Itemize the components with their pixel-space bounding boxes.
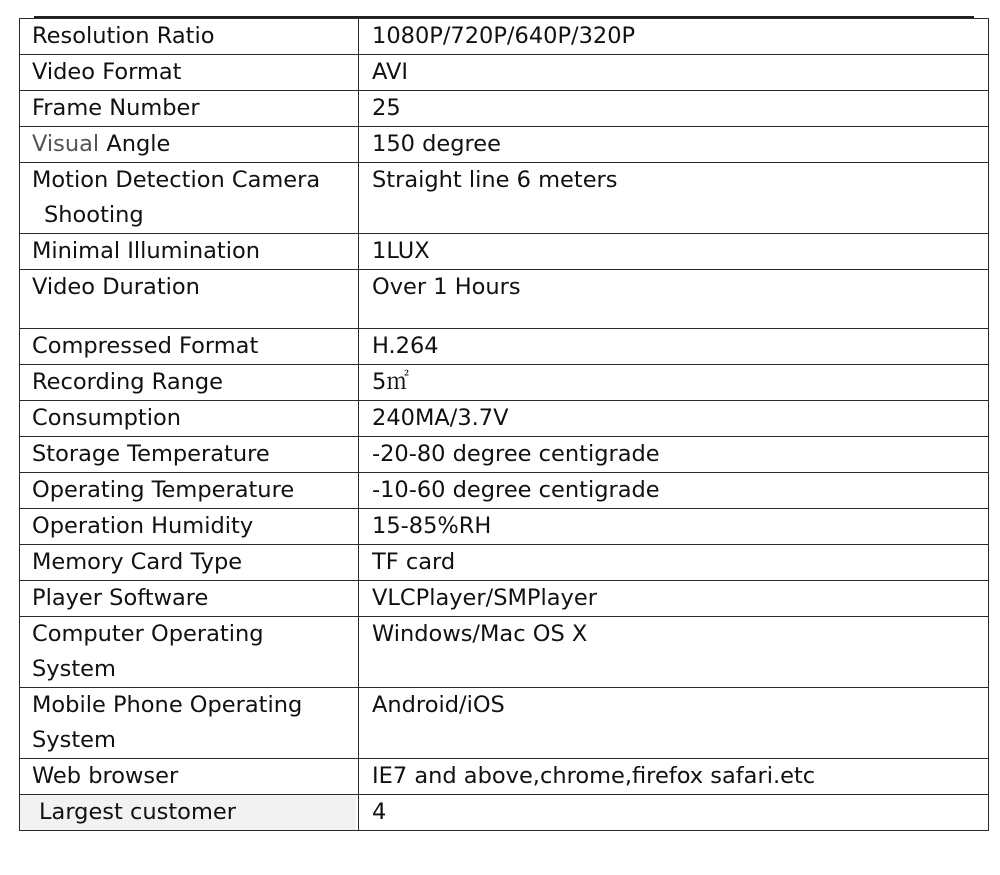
spec-label-line1: Computer Operating	[32, 621, 264, 647]
table-row	[20, 127, 989, 163]
table-row	[20, 55, 989, 91]
table-row	[20, 473, 989, 509]
table-row	[20, 270, 989, 329]
spec-value: 4	[359, 795, 989, 831]
spec-label: Compressed Format	[20, 329, 359, 365]
table-row	[20, 688, 989, 759]
spec-label-rest: Angle	[99, 131, 171, 157]
table-row	[20, 19, 989, 55]
spec-label: Storage Temperature	[20, 437, 359, 473]
spec-value: 5㎡	[359, 365, 989, 401]
spec-label	[20, 127, 359, 163]
table-row	[20, 234, 989, 270]
spec-value: 15-85%RH	[359, 509, 989, 545]
spec-label-muted-part: Visual	[32, 131, 100, 157]
spec-label-line2: Shooting	[44, 202, 144, 228]
spec-value: 1080P/720P/640P/320P	[359, 19, 989, 55]
table-row	[20, 545, 989, 581]
spec-label: Frame Number	[20, 91, 359, 127]
spec-label: Memory Card Type	[20, 545, 359, 581]
spec-label	[20, 617, 359, 688]
spec-label-line2: System	[32, 656, 116, 682]
table-row	[20, 509, 989, 545]
spec-label	[20, 688, 359, 759]
spec-label-line2: System	[32, 727, 116, 753]
spec-label: Recording Range	[20, 365, 359, 401]
spec-table	[19, 18, 989, 831]
table-row	[20, 401, 989, 437]
spec-label: Consumption	[20, 401, 359, 437]
spec-value: -10-60 degree centigrade	[359, 473, 989, 509]
spec-value: H.264	[359, 329, 989, 365]
spec-label: Operation Humidity	[20, 509, 359, 545]
spec-value: Over 1 Hours	[359, 270, 989, 329]
spec-label: Largest customer	[20, 795, 356, 830]
table-row	[20, 329, 989, 365]
spec-label	[20, 163, 359, 234]
table-row	[20, 365, 989, 401]
table-row	[20, 795, 989, 831]
table-row	[20, 437, 989, 473]
spec-label: Video Format	[20, 55, 359, 91]
spec-value: 25	[359, 91, 989, 127]
table-row	[20, 617, 989, 688]
spec-value: IE7 and above,chrome,firefox safari.etc	[359, 759, 989, 795]
spec-label: Operating Temperature	[20, 473, 359, 509]
spec-value: 150 degree	[359, 127, 989, 163]
spec-value: 1LUX	[359, 234, 989, 270]
spec-label: Minimal Illumination	[20, 234, 359, 270]
spec-label: Player Software	[20, 581, 359, 617]
spec-label-line1: Motion Detection Camera	[32, 167, 321, 193]
spec-value: Android/iOS	[359, 688, 989, 759]
table-row	[20, 759, 989, 795]
table-row	[20, 91, 989, 127]
spec-label-line1: Mobile Phone Operating	[32, 692, 303, 718]
spec-value: 240MA/3.7V	[359, 401, 989, 437]
spec-label: Video Duration	[20, 270, 359, 329]
table-row	[20, 163, 989, 234]
spec-label: Web browser	[20, 759, 359, 795]
spec-label: Resolution Ratio	[20, 19, 359, 55]
spec-value: Straight line 6 meters	[359, 163, 989, 234]
spec-value: AVI	[359, 55, 989, 91]
spec-label-cell	[20, 795, 359, 831]
spec-value: TF card	[359, 545, 989, 581]
spec-value: Windows/Mac OS X	[359, 617, 989, 688]
table-row	[20, 581, 989, 617]
spec-value: VLCPlayer/SMPlayer	[359, 581, 989, 617]
spec-value: -20-80 degree centigrade	[359, 437, 989, 473]
